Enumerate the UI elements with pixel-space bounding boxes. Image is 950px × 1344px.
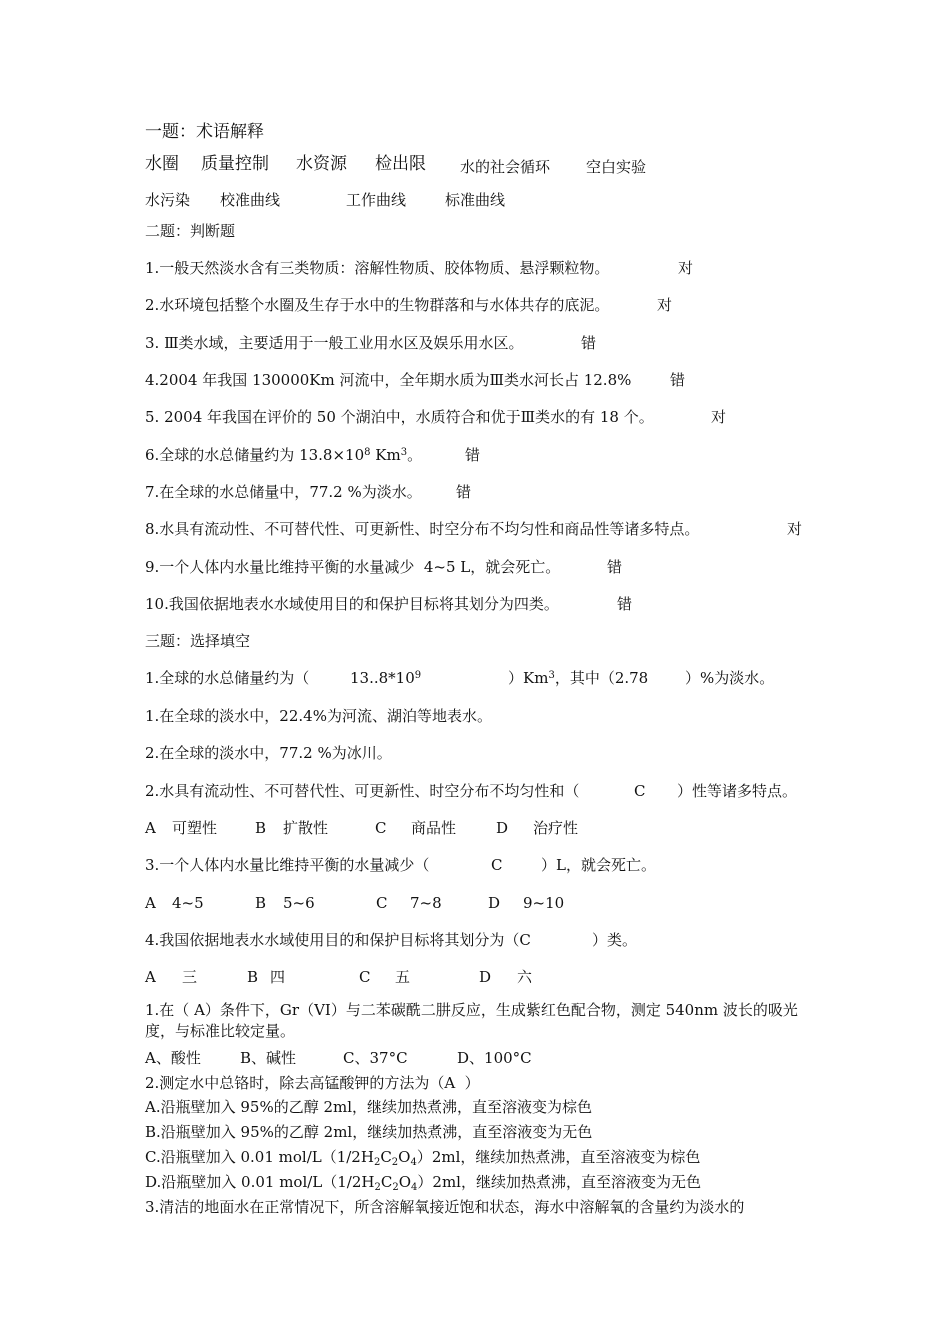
item-text: 5. 2004 年我国在评价的 50 个湖泊中，水质符合和优于Ⅲ类水的有 18 个。 (145, 408, 654, 426)
judgement-item (145, 295, 845, 317)
option-text-part: D.沿瓶壁加入 0.01 mol/L（1/2H (145, 1173, 375, 1191)
option-letter: A (145, 968, 156, 986)
paragraph-question: 2.测定水中总铬时，除去高锰酸钾的方法为（A ） (145, 1074, 480, 1092)
item-text: 1.一般天然淡水含有三类物质：溶解性物质、胶体物质、悬浮颗粒物。 (145, 259, 610, 277)
item-text-part: 6.全球的水总储量约为 13.8×10 (145, 446, 365, 464)
choice-question (145, 930, 845, 952)
paragraph-question: 3.清洁的地面水在正常情况下，所含溶解氧接近饱和状态，海水中溶解氧的含量约为淡水的 (145, 1198, 745, 1216)
question-text: 4.我国依据地表水水域使用目的和保护目标将其划分为（C (145, 931, 531, 949)
option-text: 五 (395, 968, 411, 986)
option-text: 商品性 (411, 819, 457, 837)
option-letter: C (376, 894, 388, 912)
subscript: 2 (392, 1182, 399, 1193)
item-answer: 对 (678, 259, 694, 277)
item-text: 2.水环境包括整个水圈及生存于水中的生物群落和与水体共存的底泥。 (145, 296, 610, 314)
term: 检出限 (375, 154, 426, 174)
item-answer: 对 (657, 296, 673, 314)
option-letter: A (145, 894, 156, 912)
item-answer: 对 (787, 520, 803, 538)
item-answer: 错 (670, 371, 686, 389)
judgement-item (145, 445, 845, 467)
item-answer: 对 (711, 408, 727, 426)
term: 工作曲线 (346, 191, 407, 209)
fill-question (145, 668, 845, 690)
option-text: D、100°C (457, 1049, 532, 1067)
judgement-item (145, 519, 845, 541)
option-text: 扩散性 (283, 819, 329, 837)
subscript: 2 (391, 1157, 399, 1168)
question-text-part: ，其中（2.78 (554, 669, 649, 687)
subscript: 2 (373, 1157, 381, 1168)
item-text: 8.水具有流动性、不可替代性、可更新性、时空分布不均匀性和商品性等诸多特点。 (145, 520, 700, 538)
item-text: 7.在全球的水总储量中，77.2 %为淡水。 (145, 483, 422, 501)
answer: C (634, 782, 646, 800)
option-text-part: C (380, 1148, 392, 1166)
terms-row-2 (145, 190, 845, 212)
option-text: 5~6 (283, 894, 315, 912)
option-letter: C (359, 968, 371, 986)
item-text: 9.一个人体内水量比维持平衡的水量减少 4~5 L，就会死亡。 (145, 558, 561, 576)
question-text (508, 668, 648, 688)
subscript: 4 (410, 1157, 417, 1168)
term: 水资源 (296, 154, 347, 174)
item-text: 3. Ⅲ类水域，主要适用于一般工业用水区及娱乐用水区。 (145, 334, 524, 352)
answer-blank (350, 668, 421, 688)
superscript: 8 (364, 447, 371, 458)
options-row (145, 818, 845, 840)
option-line: B.沿瓶壁加入 95%的乙醇 2ml，继续加热煮沸，直至溶液变为无色 (145, 1123, 593, 1141)
option-letter: B (255, 819, 267, 837)
section1-title: 一题：术语解释 (145, 122, 264, 142)
fact-line: 2.在全球的淡水中，77.2 %为冰川。 (145, 744, 392, 762)
option-line (145, 1172, 701, 1192)
terms-row-1 (145, 154, 845, 176)
judgement-item (145, 482, 845, 504)
options-row (145, 1048, 845, 1070)
answer: 13..8*10 (350, 669, 415, 687)
term: 校准曲线 (220, 191, 281, 209)
subscript: 4 (411, 1182, 418, 1193)
item-text-part: 。 (407, 446, 423, 464)
item-text: 4.2004 年我国 130000Km 河流中，全年期水质为Ⅲ类水河长占 12.8% (145, 371, 632, 389)
item-text (145, 445, 422, 465)
item-text-part: Km (370, 446, 401, 464)
option-text: 4~5 (172, 894, 204, 912)
question-text: ）类。 (592, 931, 638, 949)
paragraph-question: 1.在（ A）条件下，Gr（VI）与二苯碳酰二肼反应，生成紫红色配合物，测定 540nm 波长的吸光度，与标准比较定量。 (145, 1001, 798, 1040)
item-answer: 错 (617, 595, 633, 613)
option-letter: B (255, 894, 267, 912)
question-text: ）%为淡水。 (685, 669, 775, 687)
option-text: A、酸性 (145, 1049, 201, 1067)
item-answer: 错 (465, 446, 481, 464)
term: 水圈 (145, 154, 179, 174)
judgement-item (145, 333, 845, 355)
superscript: 3 (548, 670, 555, 681)
superscript: 9 (414, 670, 422, 681)
options-row (145, 967, 845, 989)
options-row (145, 893, 845, 915)
question-text: 1.全球的水总储量约为（ (145, 669, 310, 687)
option-letter: D (496, 819, 509, 837)
option-text-part: O (398, 1148, 411, 1166)
option-text-part: O (398, 1173, 412, 1191)
term: 水的社会循环 (460, 158, 551, 176)
option-letter: A (145, 819, 156, 837)
subscript: 2 (374, 1182, 381, 1193)
option-line (145, 1147, 700, 1167)
question-text: ）L，就会死亡。 (541, 856, 656, 874)
term: 质量控制 (201, 154, 269, 174)
option-letter: D (479, 968, 492, 986)
option-text: 六 (517, 968, 533, 986)
question-text: 3.一个人体内水量比维持平衡的水量减少（ (145, 856, 430, 874)
option-text-part: C.沿瓶壁加入 0.01 mol/L（1/2H (145, 1148, 374, 1166)
option-text-part: C (380, 1173, 393, 1191)
judgement-item (145, 557, 845, 579)
option-text: 四 (270, 968, 286, 986)
option-text-part: ）2ml，继续加热煮沸，直至溶液变为无色 (417, 1173, 701, 1191)
item-answer: 错 (607, 558, 623, 576)
option-text: C、37°C (343, 1049, 408, 1067)
option-letter: B (247, 968, 259, 986)
choice-question (145, 781, 845, 803)
option-line: A.沿瓶壁加入 95%的乙醇 2ml，继续加热煮沸，直至溶液变为棕色 (145, 1098, 593, 1116)
option-text-part: ）2ml，继续加热煮沸，直至溶液变为棕色 (416, 1148, 701, 1166)
option-letter: D (488, 894, 501, 912)
item-answer: 错 (456, 483, 472, 501)
option-letter: C (375, 819, 387, 837)
question-text: ）性等诸多特点。 (677, 782, 798, 800)
option-text: 9~10 (523, 894, 565, 912)
option-text: 可塑性 (172, 819, 218, 837)
question-text: 2.水具有流动性、不可替代性、可更新性、时空分布不均匀性和（ (145, 782, 580, 800)
term: 水污染 (145, 191, 191, 209)
question-text-part: ）Km (508, 669, 549, 687)
fact-line: 1.在全球的淡水中，22.4%为河流、湖泊等地表水。 (145, 707, 492, 725)
choice-question (145, 855, 845, 877)
section3-title: 三题：选择填空 (145, 632, 251, 650)
judgement-item (145, 258, 845, 280)
judgement-item (145, 594, 845, 616)
item-answer: 错 (581, 334, 597, 352)
superscript: 3 (400, 447, 408, 458)
term: 空白实验 (586, 158, 647, 176)
term: 标准曲线 (445, 191, 506, 209)
judgement-item (145, 370, 845, 392)
option-text: 治疗性 (533, 819, 579, 837)
option-text: B、碱性 (240, 1049, 297, 1067)
judgement-item (145, 407, 845, 429)
option-text: 7~8 (410, 894, 442, 912)
section2-title: 二题：判断题 (145, 222, 236, 240)
option-text: 三 (182, 968, 198, 986)
answer: C (491, 856, 503, 874)
item-text: 10.我国依据地表水水域使用目的和保护目标将其划分为四类。 (145, 595, 559, 613)
